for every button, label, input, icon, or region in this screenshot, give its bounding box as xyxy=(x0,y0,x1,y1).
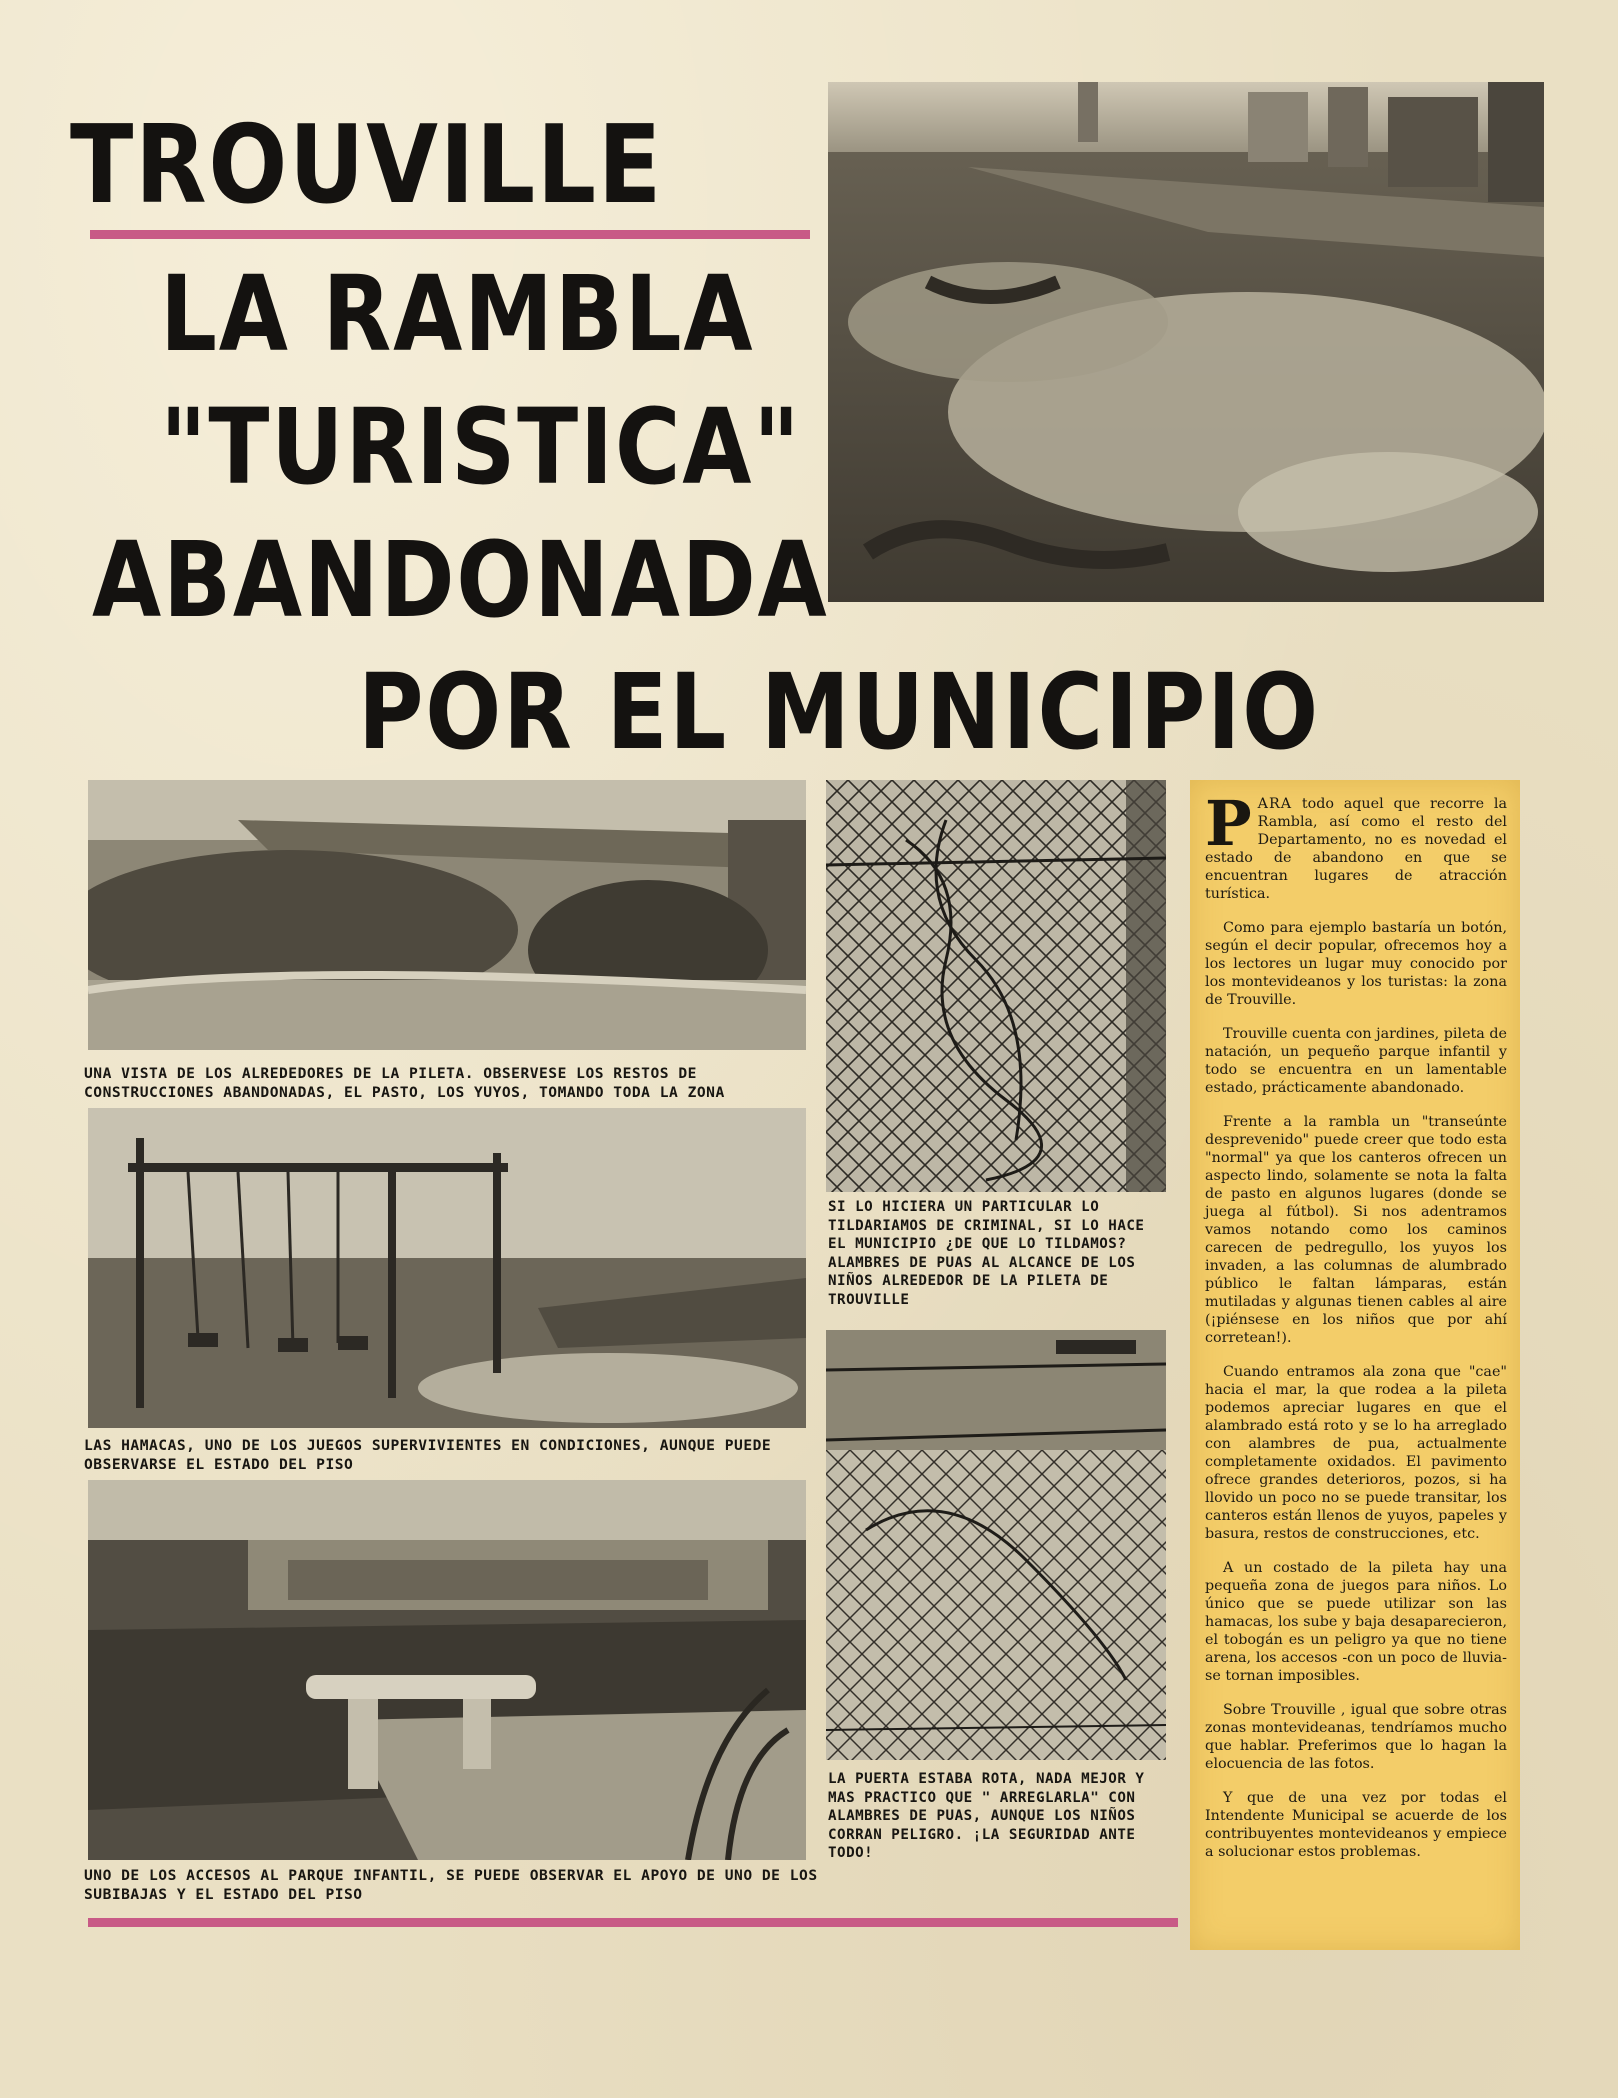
article-text xyxy=(1205,787,1507,1877)
article-paragraph-4: Frente a la rambla un "transeúnte desprevenido" puede creer que todo esta "normal" ya que los canteros ofrecen un aspecto lindo, solamente se nota la falta de pasto en algunos lugares (donde se juega al fútbol). Si nos adentramos vamos notando como los caminos carecen de pedregullo, los yuyos los invaden, a las columnas de alumbrado público le faltan lámparas, están mutiladas y algunas tienen cables al aire (¡piénsese en los niños que por ahí corretean!). xyxy=(1205,1114,1507,1346)
article-paragraph-2: Como para ejemplo bastaría un botón, según el decir popular, ofrecemos hoy a los lectores un lugar muy conocido por los montevideanos y los turistas: la zona de Trouville. xyxy=(1205,920,1507,1008)
photo-flooded-rambla xyxy=(828,82,1544,602)
photo-playground-access xyxy=(88,1480,806,1860)
headline-abandonada: ABANDONADA xyxy=(92,519,829,641)
headline-trouville: TROUVILLE xyxy=(70,103,663,228)
photo-barbed-wire-fence xyxy=(826,780,1166,1192)
article-paragraph-1-text: todo aquel que recorre la Rambla, así como el resto del Departamento, no es novedad el estado de abandono en que se encuentran lugares de atracción turística. xyxy=(1205,796,1507,902)
photo-pool-surroundings xyxy=(88,780,806,1050)
headline-rule xyxy=(90,230,810,239)
article-paragraph-7: Sobre Trouville , igual que sobre otras zonas montevideanas, tendríamos mucho que hablar. Preferimos que lo hagan la elocuencia de las fotos. xyxy=(1205,1702,1507,1772)
caption-swings: LAS HAMACAS, UNO DE LOS JUEGOS SUPERVIVIENTES EN CONDICIONES, AUNQUE PUEDE OBSERVARSE EL ESTADO DEL PISO xyxy=(84,1437,772,1473)
headline-la-rambla: LA RAMBLA xyxy=(160,253,755,375)
article-paragraph-6: A un costado de la pileta hay una pequeña zona de juegos para niños. Lo único que se puede utilizar son las hamacas, los sube y baja desaparecieron, el tobogán es un peligro ya que no tiene arena, los accesos -con un poco de lluvia- se tornan imposibles. xyxy=(1205,1560,1507,1684)
caption-pool-surroundings: UNA VISTA DE LOS ALREDEDORES DE LA PILETA. OBSERVESE LOS RESTOS DE CONSTRUCCIONES ABANDONADAS, EL PASTO, LOS YUYOS, TOMANDO TODA LA ZONA xyxy=(84,1065,725,1101)
caption-playground-access: UNO DE LOS ACCESOS AL PARQUE INFANTIL, SE PUEDE OBSERVAR EL APOYO DE UNO DE LOS SUBIBAJAS Y EL ESTADO DEL PISO xyxy=(84,1867,818,1903)
article-paragraph-5: Cuando entramos ala zona que "cae" hacia el mar, la que rodea a la pileta podemos apreciar lugares en que el alambrado está roto y se lo ha arreglado con alambres de pua, actualmente completamente oxidados. El pavimento ofrece grandes deterioros, pozos, si ha llovido un poco no se puede transitar, los canteros están llenos de yuyos, papeles y basura, restos de construcciones, etc. xyxy=(1205,1364,1507,1542)
headline-por-el-municipio: POR EL MUNICIPIO xyxy=(358,651,1320,773)
headline-turistica: "TURISTICA" xyxy=(160,386,802,508)
article-paragraph-8: Y que de una vez por todas el Intendente Municipal se acuerde de los contribuyentes montevideanos y empiece a solucionar estos problemas. xyxy=(1205,1790,1507,1860)
article-dropcap: P xyxy=(1205,787,1252,860)
bottom-rule xyxy=(88,1918,1178,1927)
photo-swings xyxy=(88,1108,806,1428)
article-paragraph-3: Trouville cuenta con jardines, pileta de natación, un pequeño parque infantil y todo se encuentra en un lamentable estado, prácticamente abandonado. xyxy=(1205,1026,1507,1096)
article-lead-caps: ARA xyxy=(1257,796,1293,812)
article-paragraph-1 xyxy=(1205,787,1507,903)
photo-broken-door xyxy=(826,1330,1166,1760)
caption-broken-door: LA PUERTA ESTABA ROTA, NADA MEJOR Y MAS PRACTICO QUE " ARREGLARLA" CON ALAMBRES DE PUAS, AUNQUE LOS NIÑOS CORRAN PELIGRO. ¡LA SEGURIDAD ANTE TODO! xyxy=(828,1771,1145,1861)
caption-barbed-wire-fence: SI LO HICIERA UN PARTICULAR LO TILDARIAMOS DE CRIMINAL, SI LO HACE EL MUNICIPIO ¿DE QUE LO TILDAMOS? ALAMBRES DE PUAS AL ALCANCE DE LOS NIÑOS ALREDEDOR DE LA PILETA DE TROUVILLE xyxy=(828,1199,1145,1308)
